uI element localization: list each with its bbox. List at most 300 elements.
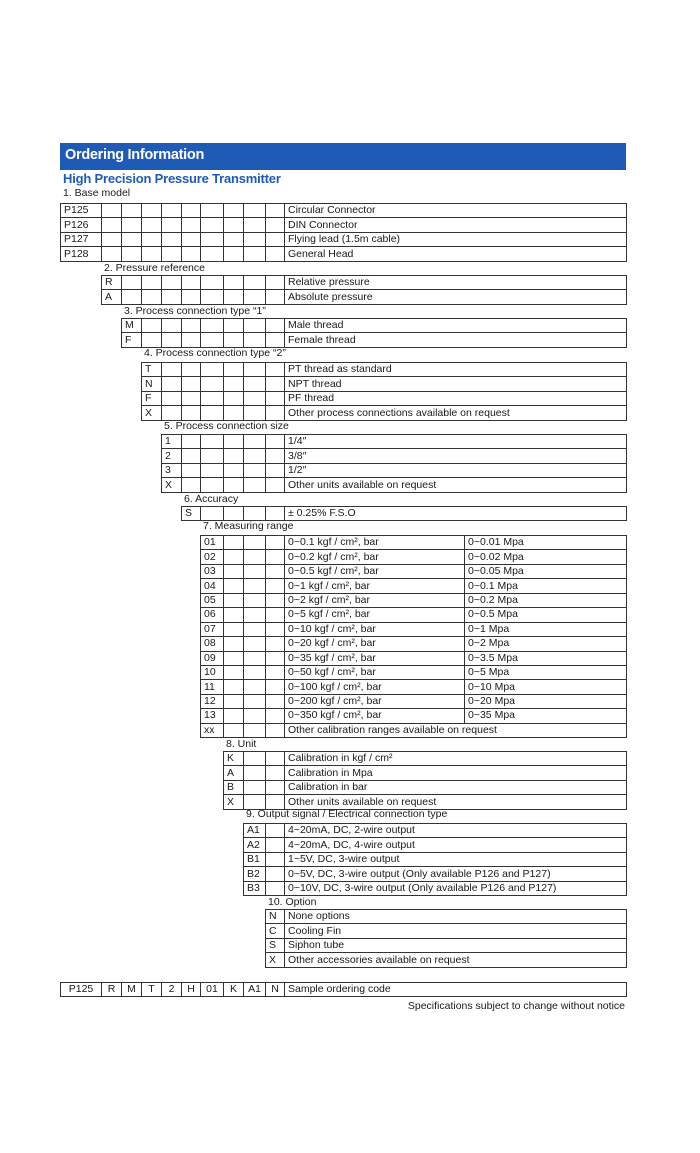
empty-code-cell <box>162 333 182 347</box>
section-label: 4. Process connection type “2” <box>144 347 286 359</box>
option-description: PF thread <box>285 391 627 405</box>
empty-code-cell <box>244 435 266 449</box>
empty-code-cell <box>102 247 122 261</box>
option-description: 0~100 kgf / cm², bar <box>285 680 465 694</box>
empty-code-cell <box>224 709 244 723</box>
section-label: 9. Output signal / Electrical connection type <box>246 808 448 820</box>
section-label: 7. Measuring range <box>203 520 294 532</box>
section-label: 8. Unit <box>226 738 257 750</box>
empty-code-cell <box>244 232 266 246</box>
option-description: Cooling Fin <box>285 924 627 938</box>
option-description: 0~1 kgf / cm², bar <box>285 579 465 593</box>
empty-code-cell <box>142 232 162 246</box>
empty-code-cell <box>162 406 182 420</box>
option-description: 0~10 kgf / cm², bar <box>285 622 465 636</box>
empty-code-cell <box>224 593 244 607</box>
empty-code-cell <box>244 608 266 622</box>
sample-code-cell: P125 <box>61 983 102 997</box>
option-mpa-range: 0~1 Mpa <box>465 622 627 636</box>
option-code: N <box>142 377 162 391</box>
option-row <box>244 852 627 866</box>
option-mpa-range: 0~0.5 Mpa <box>465 608 627 622</box>
empty-code-cell <box>162 218 182 232</box>
empty-code-cell <box>244 218 266 232</box>
option-mpa-range: 0~2 Mpa <box>465 637 627 651</box>
option-code: xx <box>201 723 224 737</box>
empty-code-cell <box>266 276 285 290</box>
sample-row <box>61 983 627 997</box>
option-row <box>142 363 627 377</box>
empty-code-cell <box>224 463 244 477</box>
empty-code-cell <box>182 377 201 391</box>
option-description: 0~200 kgf / cm², bar <box>285 694 465 708</box>
empty-code-cell <box>201 290 224 304</box>
option-description: 0~50 kgf / cm², bar <box>285 665 465 679</box>
empty-code-cell <box>266 838 285 852</box>
option-row <box>224 780 627 794</box>
option-description: Relative pressure <box>285 276 627 290</box>
option-row <box>201 637 627 651</box>
empty-code-cell <box>182 363 201 377</box>
empty-code-cell <box>182 463 201 477</box>
empty-code-cell <box>266 391 285 405</box>
empty-code-cell <box>102 218 122 232</box>
option-description: 0~0.5 kgf / cm², bar <box>285 564 465 578</box>
option-description: Calibration in kgf / cm² <box>285 752 627 766</box>
empty-code-cell <box>266 247 285 261</box>
section-table <box>161 434 627 493</box>
sample-code-cell: K <box>224 983 244 997</box>
empty-code-cell <box>266 232 285 246</box>
empty-code-cell <box>266 867 285 881</box>
empty-code-cell <box>244 463 266 477</box>
option-description: 0~20 kgf / cm², bar <box>285 637 465 651</box>
section-table <box>265 909 627 968</box>
empty-code-cell <box>224 564 244 578</box>
option-code: 06 <box>201 608 224 622</box>
empty-code-cell <box>201 377 224 391</box>
option-code: 2 <box>162 449 182 463</box>
footnote: Specifications subject to change without notice <box>407 1000 625 1012</box>
empty-code-cell <box>244 507 266 521</box>
sample-code-cell: 2 <box>162 983 182 997</box>
empty-code-cell <box>266 536 285 550</box>
sample-ordering-code-table <box>60 982 627 997</box>
empty-code-cell <box>224 391 244 405</box>
option-code: F <box>142 391 162 405</box>
empty-code-cell <box>266 435 285 449</box>
option-row <box>224 752 627 766</box>
empty-code-cell <box>162 377 182 391</box>
empty-code-cell <box>162 290 182 304</box>
empty-code-cell <box>122 218 142 232</box>
empty-code-cell <box>244 593 266 607</box>
sample-code-cell: A1 <box>244 983 266 997</box>
empty-code-cell <box>266 507 285 521</box>
empty-code-cell <box>244 709 266 723</box>
option-mpa-range: 0~0.05 Mpa <box>465 564 627 578</box>
section-table <box>200 535 627 738</box>
empty-code-cell <box>201 319 224 333</box>
empty-code-cell <box>244 752 266 766</box>
option-code: S <box>182 507 201 521</box>
option-code: P127 <box>61 232 102 246</box>
empty-code-cell <box>266 637 285 651</box>
empty-code-cell <box>201 507 224 521</box>
empty-code-cell <box>266 766 285 780</box>
empty-code-cell <box>244 665 266 679</box>
empty-code-cell <box>162 391 182 405</box>
empty-code-cell <box>266 218 285 232</box>
empty-code-cell <box>224 290 244 304</box>
sample-code-cell: 01 <box>201 983 224 997</box>
empty-code-cell <box>201 247 224 261</box>
section-label: 10. Option <box>268 896 317 908</box>
section-label: 6. Accuracy <box>184 493 239 505</box>
empty-code-cell <box>266 723 285 737</box>
sample-code-cell: M <box>122 983 142 997</box>
empty-code-cell <box>266 564 285 578</box>
empty-code-cell <box>266 449 285 463</box>
empty-code-cell <box>182 406 201 420</box>
option-row <box>201 550 627 564</box>
empty-code-cell <box>224 723 244 737</box>
empty-code-cell <box>162 276 182 290</box>
option-description: Other units available on request <box>285 795 627 809</box>
empty-code-cell <box>244 391 266 405</box>
option-description: General Head <box>285 247 627 261</box>
empty-code-cell <box>266 406 285 420</box>
option-row <box>142 406 627 420</box>
option-description: Male thread <box>285 319 627 333</box>
option-code: C <box>266 924 285 938</box>
empty-code-cell <box>224 665 244 679</box>
option-code: A <box>102 290 122 304</box>
section-table <box>223 751 627 810</box>
empty-code-cell <box>244 694 266 708</box>
empty-code-cell <box>182 435 201 449</box>
ordering-information-banner <box>60 143 626 170</box>
empty-code-cell <box>201 478 224 492</box>
option-description: 0~10V, DC, 3-wire output (Only available P126 and P127) <box>285 881 627 895</box>
option-code: 02 <box>201 550 224 564</box>
option-code: 03 <box>201 564 224 578</box>
empty-code-cell <box>224 435 244 449</box>
empty-code-cell <box>224 507 244 521</box>
option-description: Female thread <box>285 333 627 347</box>
option-code: B2 <box>244 867 266 881</box>
option-code: 11 <box>201 680 224 694</box>
option-mpa-range: 0~10 Mpa <box>465 680 627 694</box>
empty-code-cell <box>224 637 244 651</box>
option-row <box>61 204 627 218</box>
section-label: 1. Base model <box>63 187 131 199</box>
empty-code-cell <box>201 391 224 405</box>
option-row <box>201 622 627 636</box>
option-row <box>201 564 627 578</box>
empty-code-cell <box>224 377 244 391</box>
option-description: None options <box>285 910 627 924</box>
option-description: ± 0.25% F.S.O <box>285 507 627 521</box>
option-row <box>122 319 627 333</box>
empty-code-cell <box>266 363 285 377</box>
option-code: M <box>122 319 142 333</box>
option-code: P128 <box>61 247 102 261</box>
empty-code-cell <box>201 276 224 290</box>
option-code: A2 <box>244 838 266 852</box>
option-row <box>201 709 627 723</box>
empty-code-cell <box>244 766 266 780</box>
option-description: 3/8″ <box>285 449 627 463</box>
option-code: A <box>224 766 244 780</box>
empty-code-cell <box>244 319 266 333</box>
empty-code-cell <box>142 319 162 333</box>
option-description: 0~35 kgf / cm², bar <box>285 651 465 665</box>
option-description: Absolute pressure <box>285 290 627 304</box>
empty-code-cell <box>224 276 244 290</box>
option-description: Flying lead (1.5m cable) <box>285 232 627 246</box>
option-code: P125 <box>61 204 102 218</box>
empty-code-cell <box>224 363 244 377</box>
empty-code-cell <box>122 204 142 218</box>
empty-code-cell <box>244 680 266 694</box>
empty-code-cell <box>201 463 224 477</box>
option-description: 0~0.1 kgf / cm², bar <box>285 536 465 550</box>
empty-code-cell <box>266 463 285 477</box>
empty-code-cell <box>142 276 162 290</box>
option-description: DIN Connector <box>285 218 627 232</box>
option-description: 0~0.2 kgf / cm², bar <box>285 550 465 564</box>
empty-code-cell <box>182 478 201 492</box>
option-row <box>201 579 627 593</box>
empty-code-cell <box>266 709 285 723</box>
option-row <box>201 723 627 737</box>
empty-code-cell <box>162 204 182 218</box>
option-code: S <box>266 938 285 952</box>
option-row <box>224 766 627 780</box>
empty-code-cell <box>224 550 244 564</box>
option-mpa-range: 0~5 Mpa <box>465 665 627 679</box>
option-description: 1~5V, DC, 3-wire output <box>285 852 627 866</box>
option-code: 3 <box>162 463 182 477</box>
section-label: 5. Process connection size <box>164 420 289 432</box>
empty-code-cell <box>266 579 285 593</box>
option-code: X <box>162 478 182 492</box>
option-row <box>201 680 627 694</box>
option-row <box>61 232 627 246</box>
empty-code-cell <box>102 204 122 218</box>
option-description: Other units available on request <box>285 478 627 492</box>
section-table <box>121 318 627 348</box>
option-description: Siphon tube <box>285 938 627 952</box>
empty-code-cell <box>244 247 266 261</box>
section-table <box>101 275 627 305</box>
option-row <box>201 665 627 679</box>
option-code: X <box>266 953 285 967</box>
banner-title: Ordering Information <box>65 147 205 163</box>
empty-code-cell <box>224 608 244 622</box>
option-description: PT thread as standard <box>285 363 627 377</box>
empty-code-cell <box>201 333 224 347</box>
option-description: 0~350 kgf / cm², bar <box>285 709 465 723</box>
empty-code-cell <box>122 247 142 261</box>
option-row <box>201 593 627 607</box>
empty-code-cell <box>244 333 266 347</box>
empty-code-cell <box>266 752 285 766</box>
empty-code-cell <box>244 579 266 593</box>
empty-code-cell <box>244 449 266 463</box>
empty-code-cell <box>224 680 244 694</box>
option-code: 08 <box>201 637 224 651</box>
empty-code-cell <box>224 478 244 492</box>
sample-code-cell: R <box>102 983 122 997</box>
empty-code-cell <box>266 881 285 895</box>
option-row <box>102 276 627 290</box>
section-table <box>60 203 627 262</box>
option-description: 1/2″ <box>285 463 627 477</box>
empty-code-cell <box>224 247 244 261</box>
empty-code-cell <box>266 651 285 665</box>
empty-code-cell <box>224 406 244 420</box>
empty-code-cell <box>224 536 244 550</box>
option-row <box>244 867 627 881</box>
empty-code-cell <box>162 363 182 377</box>
empty-code-cell <box>266 204 285 218</box>
option-description: 4~20mA, DC, 2-wire output <box>285 824 627 838</box>
option-row <box>244 881 627 895</box>
empty-code-cell <box>266 319 285 333</box>
option-row <box>201 694 627 708</box>
empty-code-cell <box>142 247 162 261</box>
empty-code-cell <box>266 377 285 391</box>
option-code: R <box>102 276 122 290</box>
empty-code-cell <box>162 232 182 246</box>
option-code: N <box>266 910 285 924</box>
empty-code-cell <box>224 232 244 246</box>
option-row <box>122 333 627 347</box>
empty-code-cell <box>201 204 224 218</box>
empty-code-cell <box>266 290 285 304</box>
empty-code-cell <box>224 622 244 636</box>
empty-code-cell <box>244 478 266 492</box>
option-code: X <box>224 795 244 809</box>
empty-code-cell <box>244 622 266 636</box>
empty-code-cell <box>122 276 142 290</box>
option-row <box>162 435 627 449</box>
empty-code-cell <box>266 852 285 866</box>
option-code: F <box>122 333 142 347</box>
option-row <box>266 938 627 952</box>
section-table <box>141 362 627 421</box>
empty-code-cell <box>102 232 122 246</box>
option-row <box>201 536 627 550</box>
option-code: B3 <box>244 881 266 895</box>
empty-code-cell <box>266 550 285 564</box>
option-description: NPT thread <box>285 377 627 391</box>
option-description: Other accessories available on request <box>285 953 627 967</box>
empty-code-cell <box>244 651 266 665</box>
option-code: 13 <box>201 709 224 723</box>
option-mpa-range: 0~3.5 Mpa <box>465 651 627 665</box>
empty-code-cell <box>182 247 201 261</box>
option-description: Other calibration ranges available on request <box>285 723 627 737</box>
sample-code-label: Sample ordering code <box>285 983 627 997</box>
option-code: K <box>224 752 244 766</box>
empty-code-cell <box>182 276 201 290</box>
section-table <box>243 823 627 896</box>
empty-code-cell <box>182 449 201 463</box>
option-description: Circular Connector <box>285 204 627 218</box>
sample-code-cell: T <box>142 983 162 997</box>
option-code: 09 <box>201 651 224 665</box>
sample-code-cell: H <box>182 983 201 997</box>
option-code: 05 <box>201 593 224 607</box>
option-row <box>266 953 627 967</box>
option-description: 0~5V, DC, 3-wire output (Only available P126 and P127) <box>285 867 627 881</box>
empty-code-cell <box>266 680 285 694</box>
empty-code-cell <box>142 290 162 304</box>
empty-code-cell <box>266 694 285 708</box>
empty-code-cell <box>244 536 266 550</box>
section-label: 3. Process connection type “1” <box>124 305 266 317</box>
option-row <box>102 290 627 304</box>
option-mpa-range: 0~0.01 Mpa <box>465 536 627 550</box>
option-code: 1 <box>162 435 182 449</box>
option-row <box>142 377 627 391</box>
empty-code-cell <box>142 218 162 232</box>
empty-code-cell <box>244 780 266 794</box>
option-code: T <box>142 363 162 377</box>
empty-code-cell <box>266 593 285 607</box>
empty-code-cell <box>266 622 285 636</box>
option-code: P126 <box>61 218 102 232</box>
option-row <box>182 507 627 521</box>
empty-code-cell <box>244 406 266 420</box>
empty-code-cell <box>182 391 201 405</box>
empty-code-cell <box>244 637 266 651</box>
empty-code-cell <box>266 780 285 794</box>
empty-code-cell <box>201 232 224 246</box>
option-description: 0~5 kgf / cm², bar <box>285 608 465 622</box>
option-description: Calibration in bar <box>285 780 627 794</box>
option-row <box>201 608 627 622</box>
option-row <box>201 651 627 665</box>
empty-code-cell <box>224 204 244 218</box>
option-row <box>61 218 627 232</box>
option-code: 01 <box>201 536 224 550</box>
empty-code-cell <box>244 550 266 564</box>
empty-code-cell <box>224 449 244 463</box>
empty-code-cell <box>182 290 201 304</box>
option-row <box>266 924 627 938</box>
empty-code-cell <box>224 333 244 347</box>
option-description: 4~20mA, DC, 4-wire output <box>285 838 627 852</box>
option-row <box>162 463 627 477</box>
option-mpa-range: 0~35 Mpa <box>465 709 627 723</box>
option-description: 0~2 kgf / cm², bar <box>285 593 465 607</box>
empty-code-cell <box>266 608 285 622</box>
option-row <box>162 449 627 463</box>
option-code: 12 <box>201 694 224 708</box>
option-code: B <box>224 780 244 794</box>
empty-code-cell <box>224 579 244 593</box>
option-code: 10 <box>201 665 224 679</box>
empty-code-cell <box>266 478 285 492</box>
empty-code-cell <box>162 319 182 333</box>
empty-code-cell <box>182 218 201 232</box>
option-row <box>244 824 627 838</box>
option-code: 04 <box>201 579 224 593</box>
